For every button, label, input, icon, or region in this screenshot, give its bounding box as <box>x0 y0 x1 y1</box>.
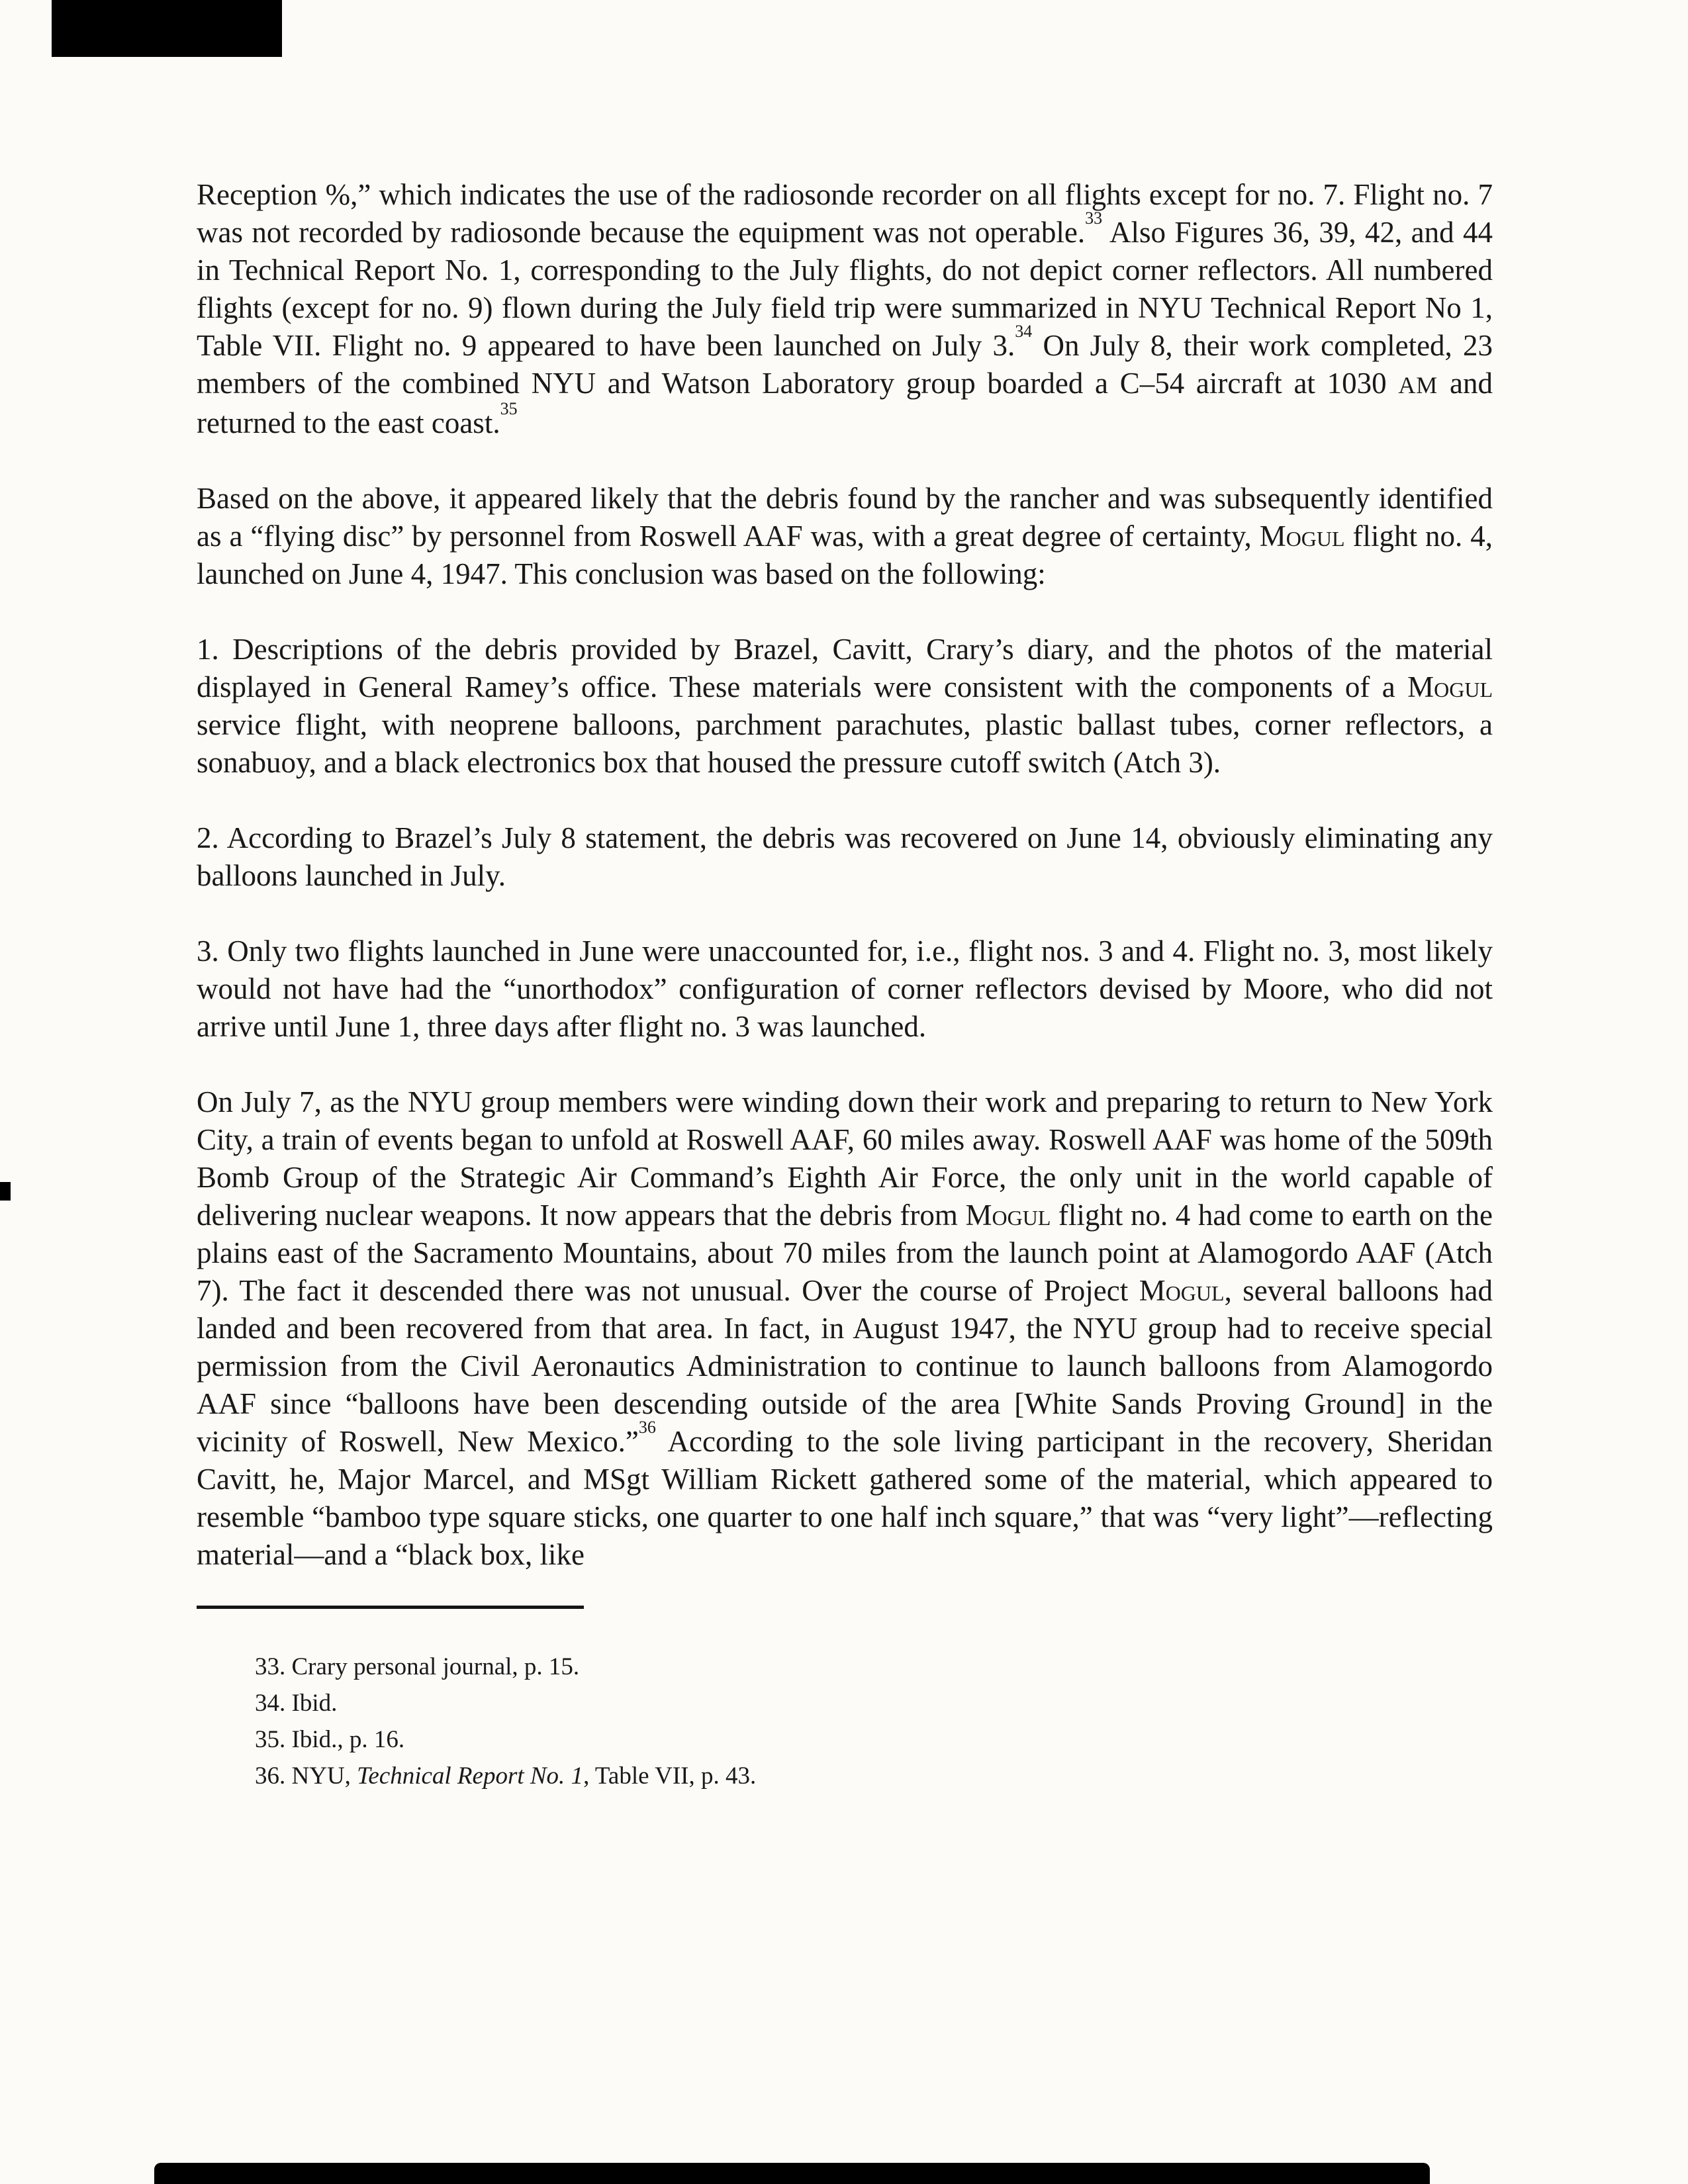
text-run: Reception %,” which indicates the use of the radiosonde recorder on all flights except for no. 7. Flight no. 7 was not recorded by radiosonde because the equipment was not operable. <box>197 178 1493 249</box>
text-run: 34 <box>1015 322 1033 341</box>
paragraph-point-1 <box>197 631 1493 782</box>
text-run: 1. Descriptions of the debris provided by Brazel, Cavitt, Crary’s diary, and the photos of the material displayed in General Ramey’s office. These materials were consistent with the components of a <box>197 633 1493 704</box>
footnote-separator-rule <box>197 1606 584 1609</box>
paragraph-point-3 <box>197 933 1493 1046</box>
text-run: 33. Crary personal journal, p. 15. <box>255 1653 580 1680</box>
footnote-36 <box>255 1758 1493 1794</box>
text-run: , Table VII, p. 43. <box>583 1762 757 1790</box>
text-run: 35 <box>500 399 518 419</box>
scan-artifact-bottom-bar <box>154 2163 1430 2184</box>
text-run: service flight, with neoprene balloons, parchment parachutes, plastic ballast tubes, corner reflectors, a sonabuoy, and a black electronics box that housed the pressure cutoff switch (Atch 3). <box>197 708 1493 779</box>
text-run: , several balloons had landed and been recovered from that area. In fact, in August 1947, the NYU group had to receive special permission from the Civil Aeronautics Administration to continue to launch balloons from Alamogordo AAF since “balloons have been descending outside of the area [White Sands Proving Ground] in the vicinity of Roswell, New Mexico.” <box>197 1274 1493 1458</box>
scan-artifact-top-left <box>52 0 282 57</box>
paragraph-reception <box>197 176 1493 442</box>
footnote-35 <box>255 1721 1493 1758</box>
text-run: 3. Only two flights launched in June were unaccounted for, i.e., flight nos. 3 and 4. Flight no. 3, most likely would not have had the “unorthodox” configuration of corner reflectors devised by Moore, who did not arrive until June 1, three days after flight no. 3 was launched. <box>197 934 1493 1043</box>
text-run: Mogul <box>1259 520 1345 553</box>
text-run: Mogul <box>1139 1274 1225 1307</box>
text-run: flight no. 4, launched on June 4, 1947. This conclusion was based on the following: <box>197 520 1493 590</box>
text-run: 2. According to Brazel’s July 8 statement, the debris was recovered on June 14, obviously eliminating any balloons launched in July. <box>197 821 1493 892</box>
text-run: On July 8, their work completed, 23 members of the combined NYU and Watson Laboratory group boarded a C–54 aircraft at 1030 <box>197 329 1493 400</box>
text-run: and returned to the east coast. <box>197 367 1493 439</box>
text-run: 36 <box>638 1418 656 1437</box>
scan-artifact-left-edge <box>0 1182 11 1201</box>
footnote-section <box>197 1606 1493 1794</box>
paragraph-conclusion <box>197 480 1493 593</box>
text-run: Technical Report No. 1 <box>357 1762 584 1790</box>
text-run: According to the sole living participant in the recovery, Sheridan Cavitt, he, Major Marcel, and MSgt William Rickett gathered some of the material, which appeared to resemble “bamboo type square sticks, one quarter to one half inch square,” that was “very light”—reflecting material—and a “black box, like <box>197 1425 1493 1571</box>
text-run: Mogul <box>1407 670 1493 704</box>
page-body <box>197 176 1493 1794</box>
text-run: flight no. 4 had come to earth on the plains east of the Sacramento Mountains, about 70 miles from the launch point at Alamogordo AAF (Atch 7). The fact it descended there was not unusual. Over the course of Project <box>197 1199 1493 1307</box>
text-run: 36. NYU, <box>255 1762 357 1790</box>
paragraph-point-2 <box>197 819 1493 895</box>
text-run: Based on the above, it appeared likely that the debris found by the rancher and was subsequently identified as a “flying disc” by personnel from Roswell AAF was, with a great degree of certainty, <box>197 482 1493 553</box>
text-run: Mogul <box>965 1199 1051 1232</box>
footnote-33 <box>255 1649 1493 1685</box>
text-run: 33 <box>1085 208 1103 228</box>
text-run: On July 7, as the NYU group members were winding down their work and preparing to return to New York City, a train of events began to unfold at Roswell AAF, 60 miles away. Roswell AAF was home of the 509th Bomb Group of the Strategic Air Command’s Eighth Air Force, the only unit in the world capable of delivering nuclear weapons. It now appears that the debris from <box>197 1085 1493 1232</box>
text-run: 34. Ibid. <box>255 1690 338 1717</box>
text-run: 35. Ibid., p. 16. <box>255 1726 405 1753</box>
paragraph-july-7 <box>197 1083 1493 1574</box>
text-run: Also Figures 36, 39, 42, and 44 in Technical Report No. 1, corresponding to the July flights, do not depict corner reflectors. All numbered flights (except for no. 9) flown during the July field trip were summarized in NYU Technical Report No 1, Table VII. Flight no. 9 appeared to have been launched on July 3. <box>197 216 1493 362</box>
text-run: AM <box>1398 372 1438 398</box>
footnote-34 <box>255 1685 1493 1721</box>
